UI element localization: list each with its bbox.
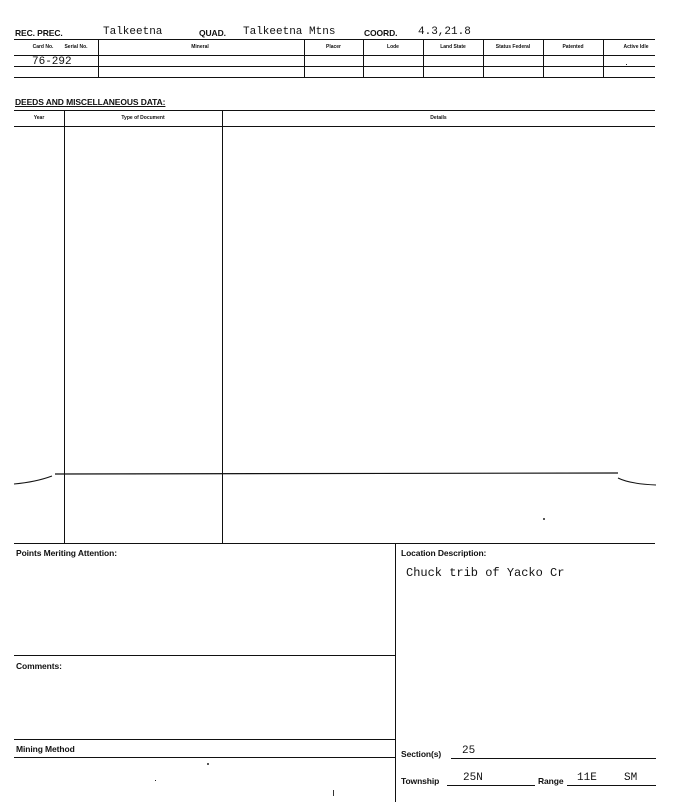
meridian-value: SM	[624, 772, 638, 784]
speck-mark	[155, 780, 156, 781]
col-details: Details	[430, 114, 447, 121]
claim-col-divider	[603, 40, 604, 77]
mining-method-underline	[14, 757, 395, 758]
quad-label: QUAD.	[199, 28, 226, 38]
col-lode: Lode	[387, 44, 399, 50]
section-label: Section(s)	[401, 749, 442, 759]
deeds-section-title: DEEDS AND MISCELLANEOUS DATA:	[15, 97, 166, 107]
comments-top-rule	[14, 655, 395, 656]
bottom-section-top-rule	[14, 543, 655, 544]
section-underline	[451, 758, 656, 759]
rec-prec-label: REC. PREC.	[15, 28, 63, 38]
col-serial-no: Serial No.	[64, 44, 88, 50]
claim-table-row-rule	[14, 66, 655, 67]
deeds-header-rule	[14, 126, 655, 127]
fold-line	[0, 460, 678, 500]
range-label: Range	[538, 776, 564, 786]
col-patented: Patented	[562, 44, 584, 50]
coord-value: 4.3,21.8	[418, 26, 471, 38]
bottom-center-divider	[395, 544, 396, 802]
mining-method-label: Mining Method	[16, 744, 75, 754]
township-label: Township	[401, 776, 440, 786]
claim-col-divider	[423, 40, 424, 77]
location-description-value: Chuck trib of Yacko Cr	[406, 566, 565, 580]
section-value: 25	[462, 745, 476, 757]
township-underline	[447, 785, 535, 786]
township-value: 25N	[463, 772, 483, 784]
col-year: Year	[33, 114, 45, 121]
col-type-of-document: Type of Document	[121, 114, 165, 121]
speck-mark	[333, 790, 334, 796]
col-placer: Placer	[325, 44, 341, 50]
speck-mark	[207, 763, 209, 765]
points-meriting-attention-label: Points Meriting Attention:	[16, 548, 117, 558]
speck-mark	[626, 64, 627, 65]
claim-table-top-rule	[14, 39, 655, 40]
col-status-federal: Status Federal	[495, 44, 531, 50]
range-value: 11E	[577, 772, 597, 784]
deeds-top-rule	[14, 110, 655, 111]
col-mineral: Mineral	[191, 44, 209, 50]
mining-method-top-rule	[14, 739, 395, 740]
col-land-state: Land State	[440, 44, 466, 50]
comments-label: Comments:	[16, 661, 62, 671]
speck-mark	[543, 518, 545, 520]
serial-no-value: 76-292	[32, 56, 72, 68]
quad-value: Talkeetna Mtns	[243, 26, 336, 38]
claim-col-divider	[483, 40, 484, 77]
claim-table-header-rule	[14, 55, 655, 56]
claim-col-divider	[98, 40, 99, 77]
rec-prec-value: Talkeetna	[103, 26, 163, 38]
claim-table-bottom-rule	[14, 77, 655, 78]
col-active-idle: Active Idle	[623, 44, 649, 50]
location-description-label: Location Description:	[401, 548, 487, 558]
col-card-no: Card No.	[32, 44, 54, 50]
range-underline	[567, 785, 656, 786]
coord-label: COORD.	[364, 28, 398, 38]
